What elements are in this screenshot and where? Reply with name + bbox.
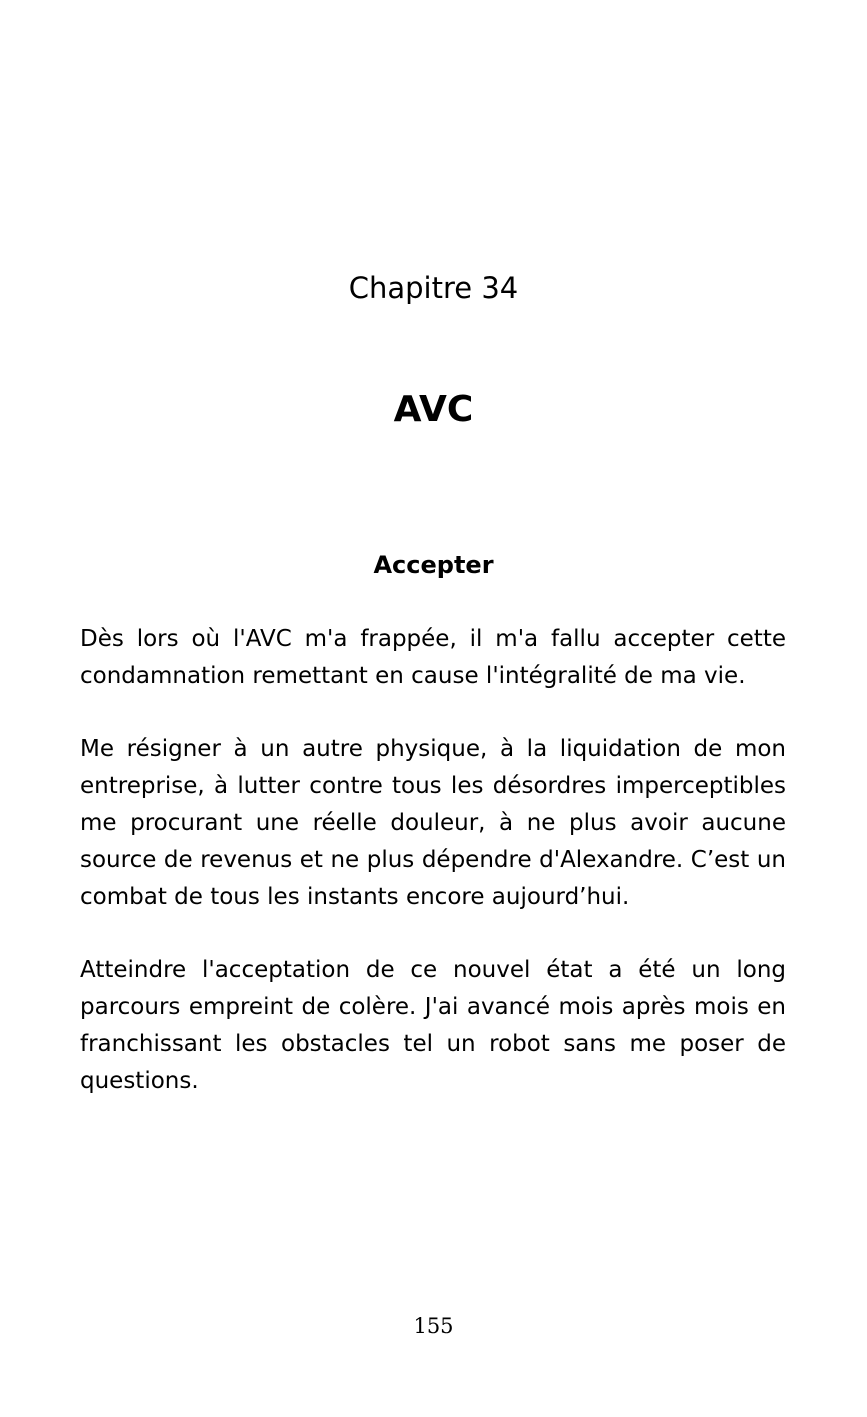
paragraph-3: Atteindre l'acceptation de ce nouvel état a été un long parcours empreint de colère. J'ai avancé mois après mois en franchissant les obstacles tel un robot sans me poser de questions. — [80, 957, 786, 1094]
chapter-label: Chapitre 34 — [348, 271, 519, 305]
page-number: 155 — [413, 1314, 454, 1338]
body-text — [80, 621, 786, 1136]
paragraph-2: Me résigner à un autre physique, à la liquidation de mon entreprise, à lutter contre tous les désordres imperceptibles me procurant une réelle douleur, à ne plus avoir aucune source de revenus et ne plus dépendre d'Alexandre. C’est un combat de tous les instants encore aujourd’hui. — [80, 736, 786, 910]
paragraph-1: Dès lors où l'AVC m'a frappée, il m'a fallu accepter cette condamnation remettant en cause l'intégralité de ma vie. — [80, 626, 786, 689]
section-heading: Accepter — [373, 551, 494, 579]
chapter-title: AVC — [393, 389, 474, 430]
